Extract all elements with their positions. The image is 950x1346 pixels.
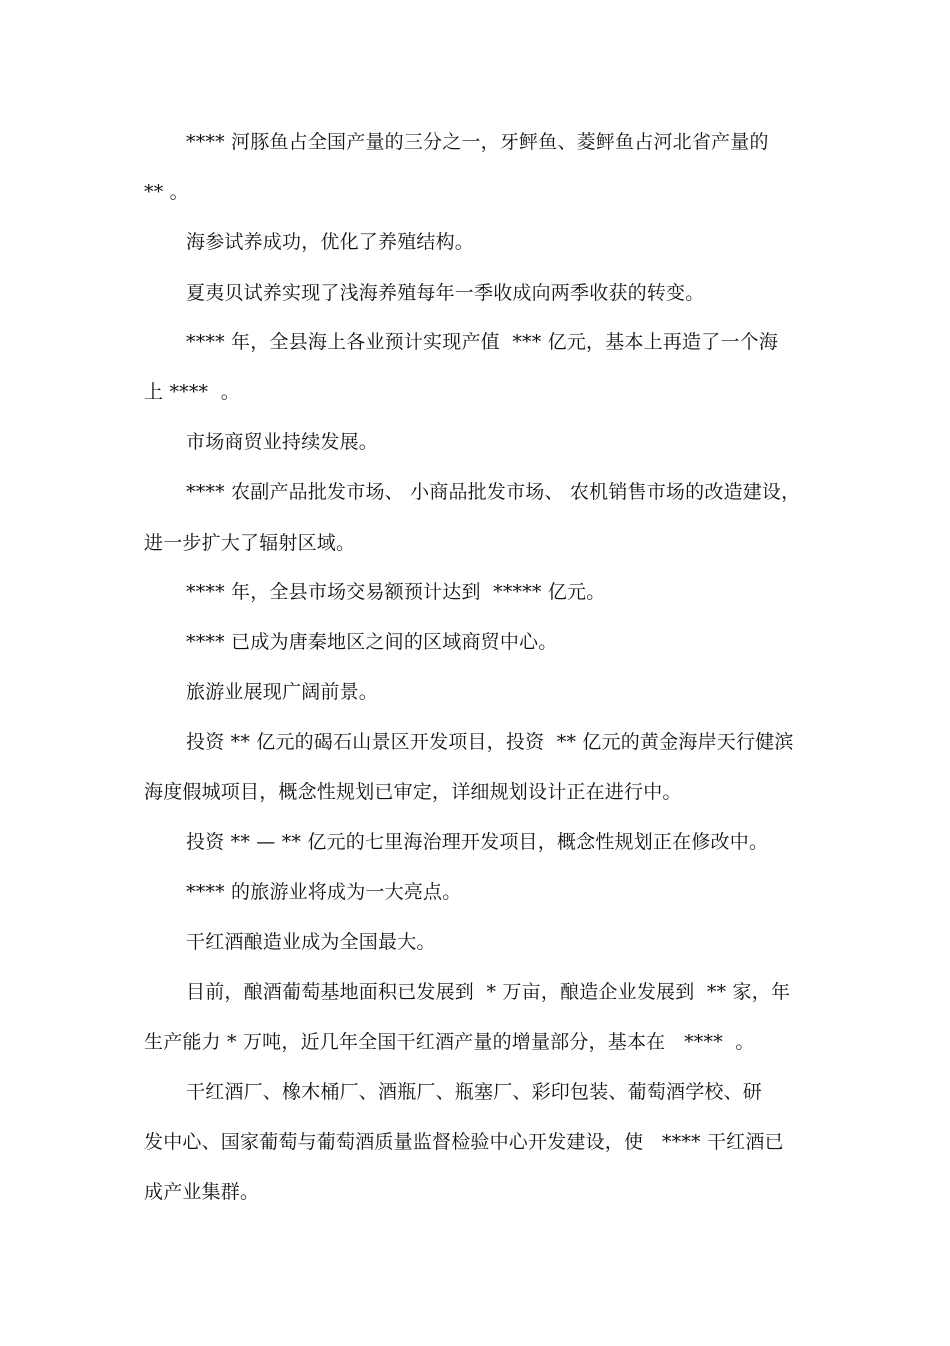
paragraph-line: 旅游业展现广阔前景。	[186, 681, 379, 703]
paragraph-line: 市场商贸业持续发展。	[186, 431, 379, 453]
paragraph-line: 生产能力 * 万吨，近几年全国干红酒产量的增量部分，基本在 **** 。	[144, 1031, 755, 1053]
paragraph-line: 干红酒厂、橡木桶厂、酒瓶厂、瓶塞厂、彩印包装、葡萄酒学校、研	[186, 1081, 763, 1103]
paragraph-line: ** 。	[144, 181, 189, 203]
paragraph-line: **** 农副产品批发市场、 小商品批发市场、 农机销售市场的改造建设，	[186, 481, 801, 503]
paragraph-line: **** 的旅游业将成为一大亮点。	[186, 881, 462, 903]
paragraph-line: 上 **** 。	[144, 381, 240, 403]
paragraph-line: **** 年，全县市场交易额预计达到 ***** 亿元。	[186, 581, 606, 603]
paragraph-line: 海度假城项目，概念性规划已审定，详细规划设计正在进行中。	[144, 781, 682, 803]
paragraph-line: 投资 ** — ** 亿元的七里海治理开发项目，概念性规划正在修改中。	[186, 831, 769, 853]
paragraph-line: **** 年，全县海上各业预计实现产值 *** 亿元，基本上再造了一个海	[186, 331, 779, 353]
paragraph-line: 海参试养成功，优化了养殖结构。	[186, 231, 475, 253]
paragraph-line: 投资 ** 亿元的碣石山景区开发项目，投资 ** 亿元的黄金海岸天行健滨	[186, 731, 794, 753]
paragraph-line: 发中心、国家葡萄与葡萄酒质量监督检验中心开发建设，使 **** 干红酒已	[144, 1131, 784, 1153]
paragraph-line: 成产业集群。	[144, 1181, 260, 1203]
paragraph-line: 目前，酿酒葡萄基地面积已发展到 * 万亩，酿造企业发展到 ** 家，年	[186, 981, 791, 1003]
paragraph-line: 进一步扩大了辐射区域。	[144, 532, 356, 554]
paragraph-line: 夏夷贝试养实现了浅海养殖每年一季收成向两季收获的转变。	[186, 282, 705, 304]
paragraph-line: 干红酒酿造业成为全国最大。	[186, 931, 436, 953]
paragraph-line: **** 河豚鱼占全国产量的三分之一，牙鲆鱼、菱鲆鱼占河北省产量的	[186, 131, 769, 153]
paragraph-line: **** 已成为唐秦地区之间的区域商贸中心。	[186, 631, 558, 653]
